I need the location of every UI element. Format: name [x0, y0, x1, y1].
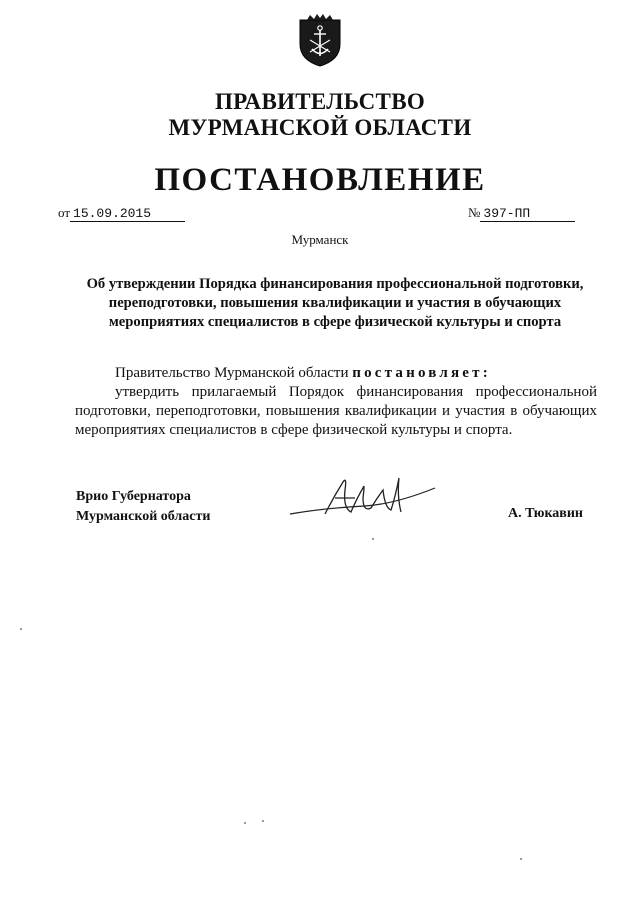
coat-of-arms-icon [297, 14, 343, 68]
scan-speck [372, 538, 374, 540]
document-number [468, 204, 575, 222]
date-prefix: от [58, 205, 71, 220]
signatory-name: А. Тюкавин [508, 506, 583, 521]
subject-line: переподготовки, повышения квалификации и участия в обучающих [108, 295, 562, 311]
document-date [58, 204, 185, 222]
subject-line: мероприятиях специалистов в сфере физической культуры и спорта [108, 314, 562, 330]
scan-speck [244, 822, 246, 824]
number-value: 397-ПП [480, 206, 575, 222]
intro-text: Правительство Мурманской области [115, 365, 349, 381]
document-type-title: ПОСТАНОВЛЕНИЕ [154, 162, 486, 198]
subject-line: Об утверждении Порядка финансирования профессиональной подготовки, [86, 276, 584, 292]
organization-name-line2: МУРМАНСКОЙ ОБЛАСТИ [168, 115, 472, 140]
resolution-intro [75, 364, 597, 383]
scan-speck [520, 858, 522, 860]
scan-speck [20, 628, 22, 630]
resolution-paragraph: утвердить прилагаемый Порядок финансирования профессиональной подготовки, переподготовки, повышения квалификации и участия в обучающих мероприятиях специалистов в сфере физической культуры и спорта. [75, 384, 597, 438]
signatory-title-line1: Врио Губернатора [76, 489, 191, 504]
number-prefix: № [468, 205, 481, 220]
organization-name-line1: ПРАВИТЕЛЬСТВО [214, 89, 426, 114]
city-name: Мурманск [291, 232, 349, 247]
date-value: 15.09.2015 [70, 206, 185, 222]
scan-speck [262, 820, 264, 822]
handwritten-signature [285, 468, 445, 530]
signatory-title-line2: Мурманской области [76, 509, 211, 524]
resolves-word: постановляет: [352, 365, 491, 381]
signatory-title [76, 487, 210, 527]
document-subject [70, 275, 600, 332]
